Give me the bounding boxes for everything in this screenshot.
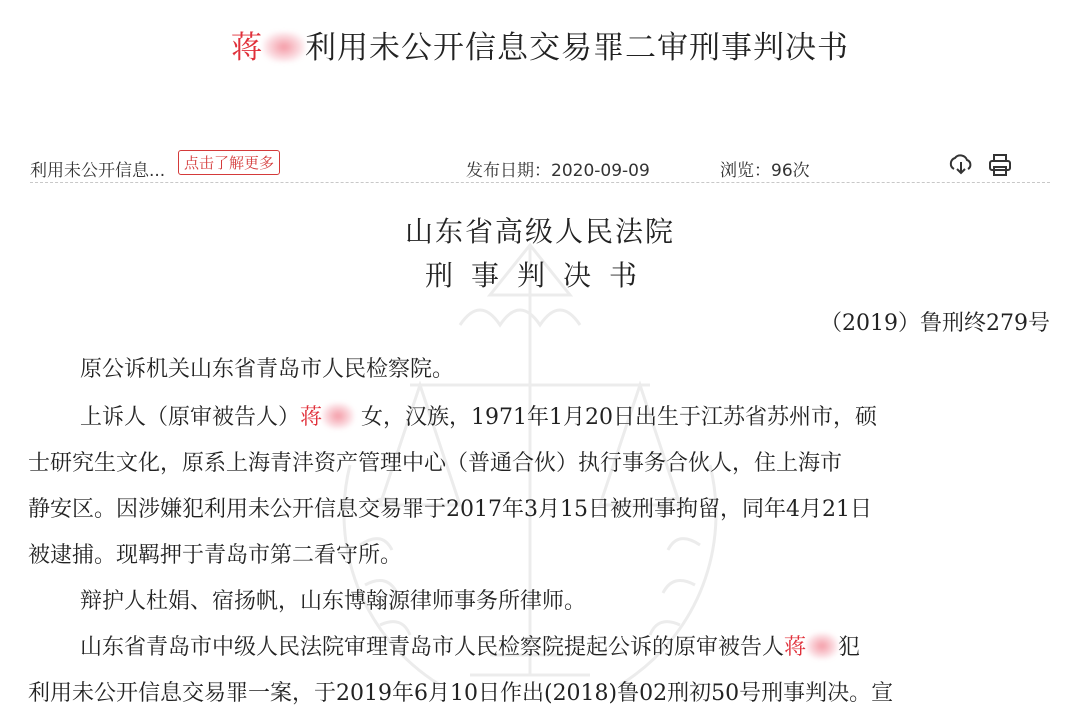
download-icon[interactable] xyxy=(948,152,974,178)
paragraph-line: 原公诉机关山东省青岛市人民检察院。 xyxy=(80,357,455,382)
view-count: 浏览：96次 xyxy=(720,161,810,181)
paragraph-line: 利用未公开信息交易罪一案，于2019年6月10日作出(2018)鲁02刑初50号刑事判决。宣 xyxy=(28,681,894,706)
page-title xyxy=(0,22,1080,67)
print-icon[interactable] xyxy=(987,152,1013,178)
action-icons xyxy=(948,152,1021,183)
redaction-blur xyxy=(263,32,305,62)
defendant-name: 蒋 xyxy=(784,635,807,660)
document-type: 刑事判决书 xyxy=(424,259,655,292)
paragraph-line: 辩护人杜娟、宿扬帆，山东博翰源律师事务所律师。 xyxy=(80,589,587,614)
paragraph-line xyxy=(80,630,860,661)
publish-date: 发布日期：2020-09-09 xyxy=(466,161,650,181)
case-number: （2019）鲁刑终279号 xyxy=(820,311,1050,336)
redaction-blur xyxy=(322,403,354,429)
paragraph-line: 被逮捕。现羁押于青岛市第二看守所。 xyxy=(28,543,403,568)
line-text: 山东省青岛市中级人民法院审理青岛市人民检察院提起公诉的原审被告人 xyxy=(80,635,785,660)
court-name: 山东省高级人民法院 xyxy=(404,215,675,248)
line-text: 女，汉族，1971年1月20日出生于江苏省苏州市，硕 xyxy=(354,405,878,430)
paragraph-line: 静安区。因涉嫌犯利用未公开信息交易罪于2017年3月15日被刑事拘留，同年4月21日 xyxy=(28,497,872,522)
redaction-blur xyxy=(806,633,838,659)
title-name: 蒋 xyxy=(231,30,263,66)
meta-bar xyxy=(30,150,1050,183)
defendant-name: 蒋 xyxy=(300,405,323,430)
learn-more-button[interactable]: 点击了解更多 xyxy=(178,150,280,175)
breadcrumb[interactable]: 利用未公开信息... xyxy=(30,161,166,181)
paragraph-line xyxy=(80,400,877,431)
paragraph-line: 士研究生文化，原系上海青沣资产管理中心（普通合伙）执行事务合伙人，住上海市 xyxy=(28,451,843,476)
line-text: 犯 xyxy=(838,635,861,660)
title-text: 利用未公开信息交易罪二审刑事判决书 xyxy=(305,30,849,66)
line-text: 上诉人（原审被告人） xyxy=(80,405,301,430)
